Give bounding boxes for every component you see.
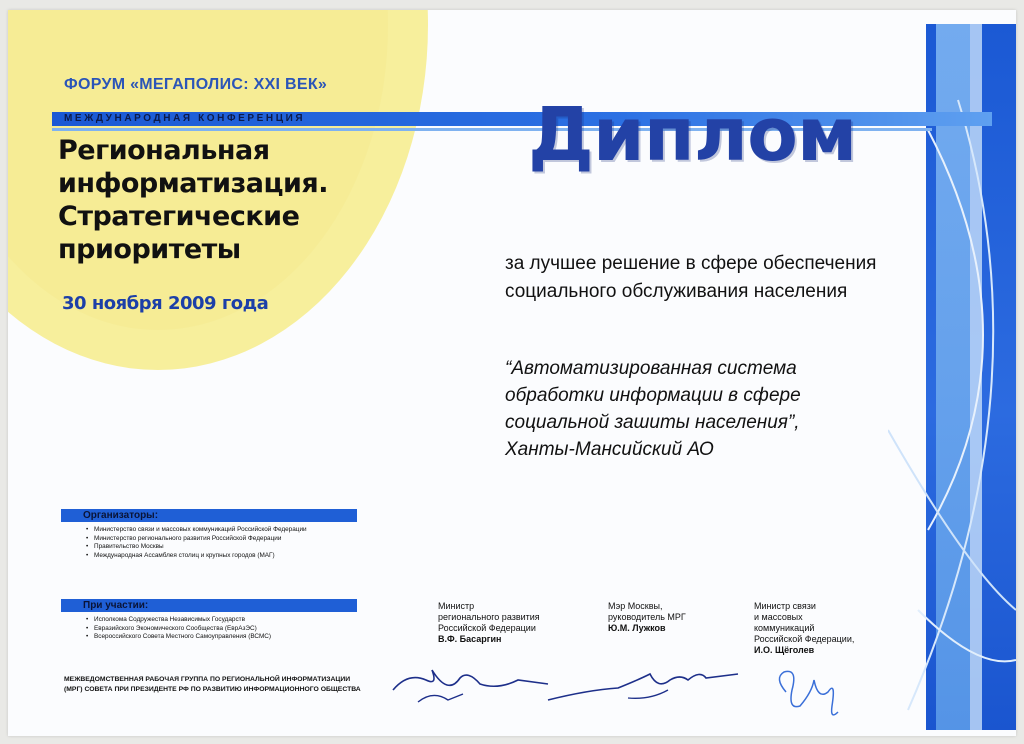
signatory-title-line: Мэр Москвы,	[608, 601, 663, 611]
signature-luzhkov	[548, 674, 738, 700]
list-item: • Министерство регионального развития Российской Федерации	[86, 535, 336, 544]
organizers-list	[86, 526, 336, 560]
award-line: социального обслуживания населения	[505, 281, 848, 302]
list-item: • Правительство Москвы	[86, 543, 336, 552]
title-line: приоритеты	[58, 234, 241, 265]
signatory-title-line: Российской Федерации,	[754, 634, 855, 644]
signatory-basargin	[438, 601, 540, 645]
signatory-title-line: коммуникаций	[754, 623, 815, 633]
participants-list	[86, 616, 346, 642]
signatory-name: И.О. Щёголев	[754, 645, 815, 655]
participants-band	[61, 599, 357, 612]
footer-line: (МРГ) СОВЕТА ПРИ ПРЕЗИДЕНТЕ РФ ПО РАЗВИТИЮ ИНФОРМАЦИОННОГО ОБЩЕСТВА	[64, 686, 361, 693]
list-item: • Исполкома Содружества Независимых Государств	[86, 616, 346, 625]
signatory-shchegolev	[754, 601, 854, 656]
award-text	[505, 250, 876, 306]
title-line: Региональная	[58, 135, 270, 166]
signatory-luzhkov	[608, 601, 686, 634]
handwritten-signatures	[388, 650, 888, 730]
project-text	[505, 355, 801, 463]
project-line: социальной зашиты населения”,	[505, 412, 800, 433]
list-item: • Всероссийского Совета Местного Самоуправления (ВСМС)	[86, 633, 346, 642]
conference-title	[58, 134, 328, 266]
organizers-band	[61, 509, 357, 522]
conference-label: МЕЖДУНАРОДНАЯ КОНФЕРЕНЦИЯ	[64, 113, 306, 124]
conference-date: 30 ноября 2009 года	[62, 293, 269, 314]
signature-shchegolev	[779, 671, 838, 715]
signatory-title-line: и массовых	[754, 612, 803, 622]
project-line: “Автоматизированная система	[505, 358, 797, 379]
footer-line: МЕЖВЕДОМСТВЕННАЯ РАБОЧАЯ ГРУППА ПО РЕГИОНАЛЬНОЙ ИНФОРМАТИЗАЦИИ	[64, 676, 351, 683]
title-line: Стратегические	[58, 201, 300, 232]
signatory-title-line: Министр	[438, 601, 475, 611]
award-line: за лучшее решение в сфере обеспечения	[505, 253, 877, 274]
title-line: информатизация.	[58, 168, 329, 199]
organizers-label: Организаторы:	[83, 510, 159, 521]
list-item: • Евразийского Экономического Сообщества (ЕврАзЭС)	[86, 625, 346, 634]
participants-label: При участии:	[83, 600, 149, 611]
signatory-name: В.Ф. Басаргин	[438, 634, 502, 644]
signatory-title-line: регионального развития	[438, 612, 540, 622]
diploma-sheet	[8, 10, 1016, 736]
project-line: обработки информации в сфере	[505, 385, 801, 406]
list-item: • Международная Ассамблея столиц и крупных городов (МАГ)	[86, 552, 336, 561]
signatory-title-line: Российской Федерации	[438, 623, 536, 633]
signatory-title-line: руководитель МРГ	[608, 612, 686, 622]
project-line: Ханты-Мансийский АО	[505, 439, 714, 460]
forum-name: ФОРУМ «МЕГАПОЛИС: XXI ВЕК»	[64, 76, 328, 93]
signatory-title-line: Министр связи	[754, 601, 816, 611]
signature-basargin	[393, 670, 548, 690]
list-item: • Министерство связи и массовых коммуникаций Российской Федерации	[86, 526, 336, 535]
signatory-name: Ю.М. Лужков	[608, 623, 666, 633]
working-group-footer	[64, 675, 364, 695]
diploma-heading: Диплом	[528, 92, 857, 178]
